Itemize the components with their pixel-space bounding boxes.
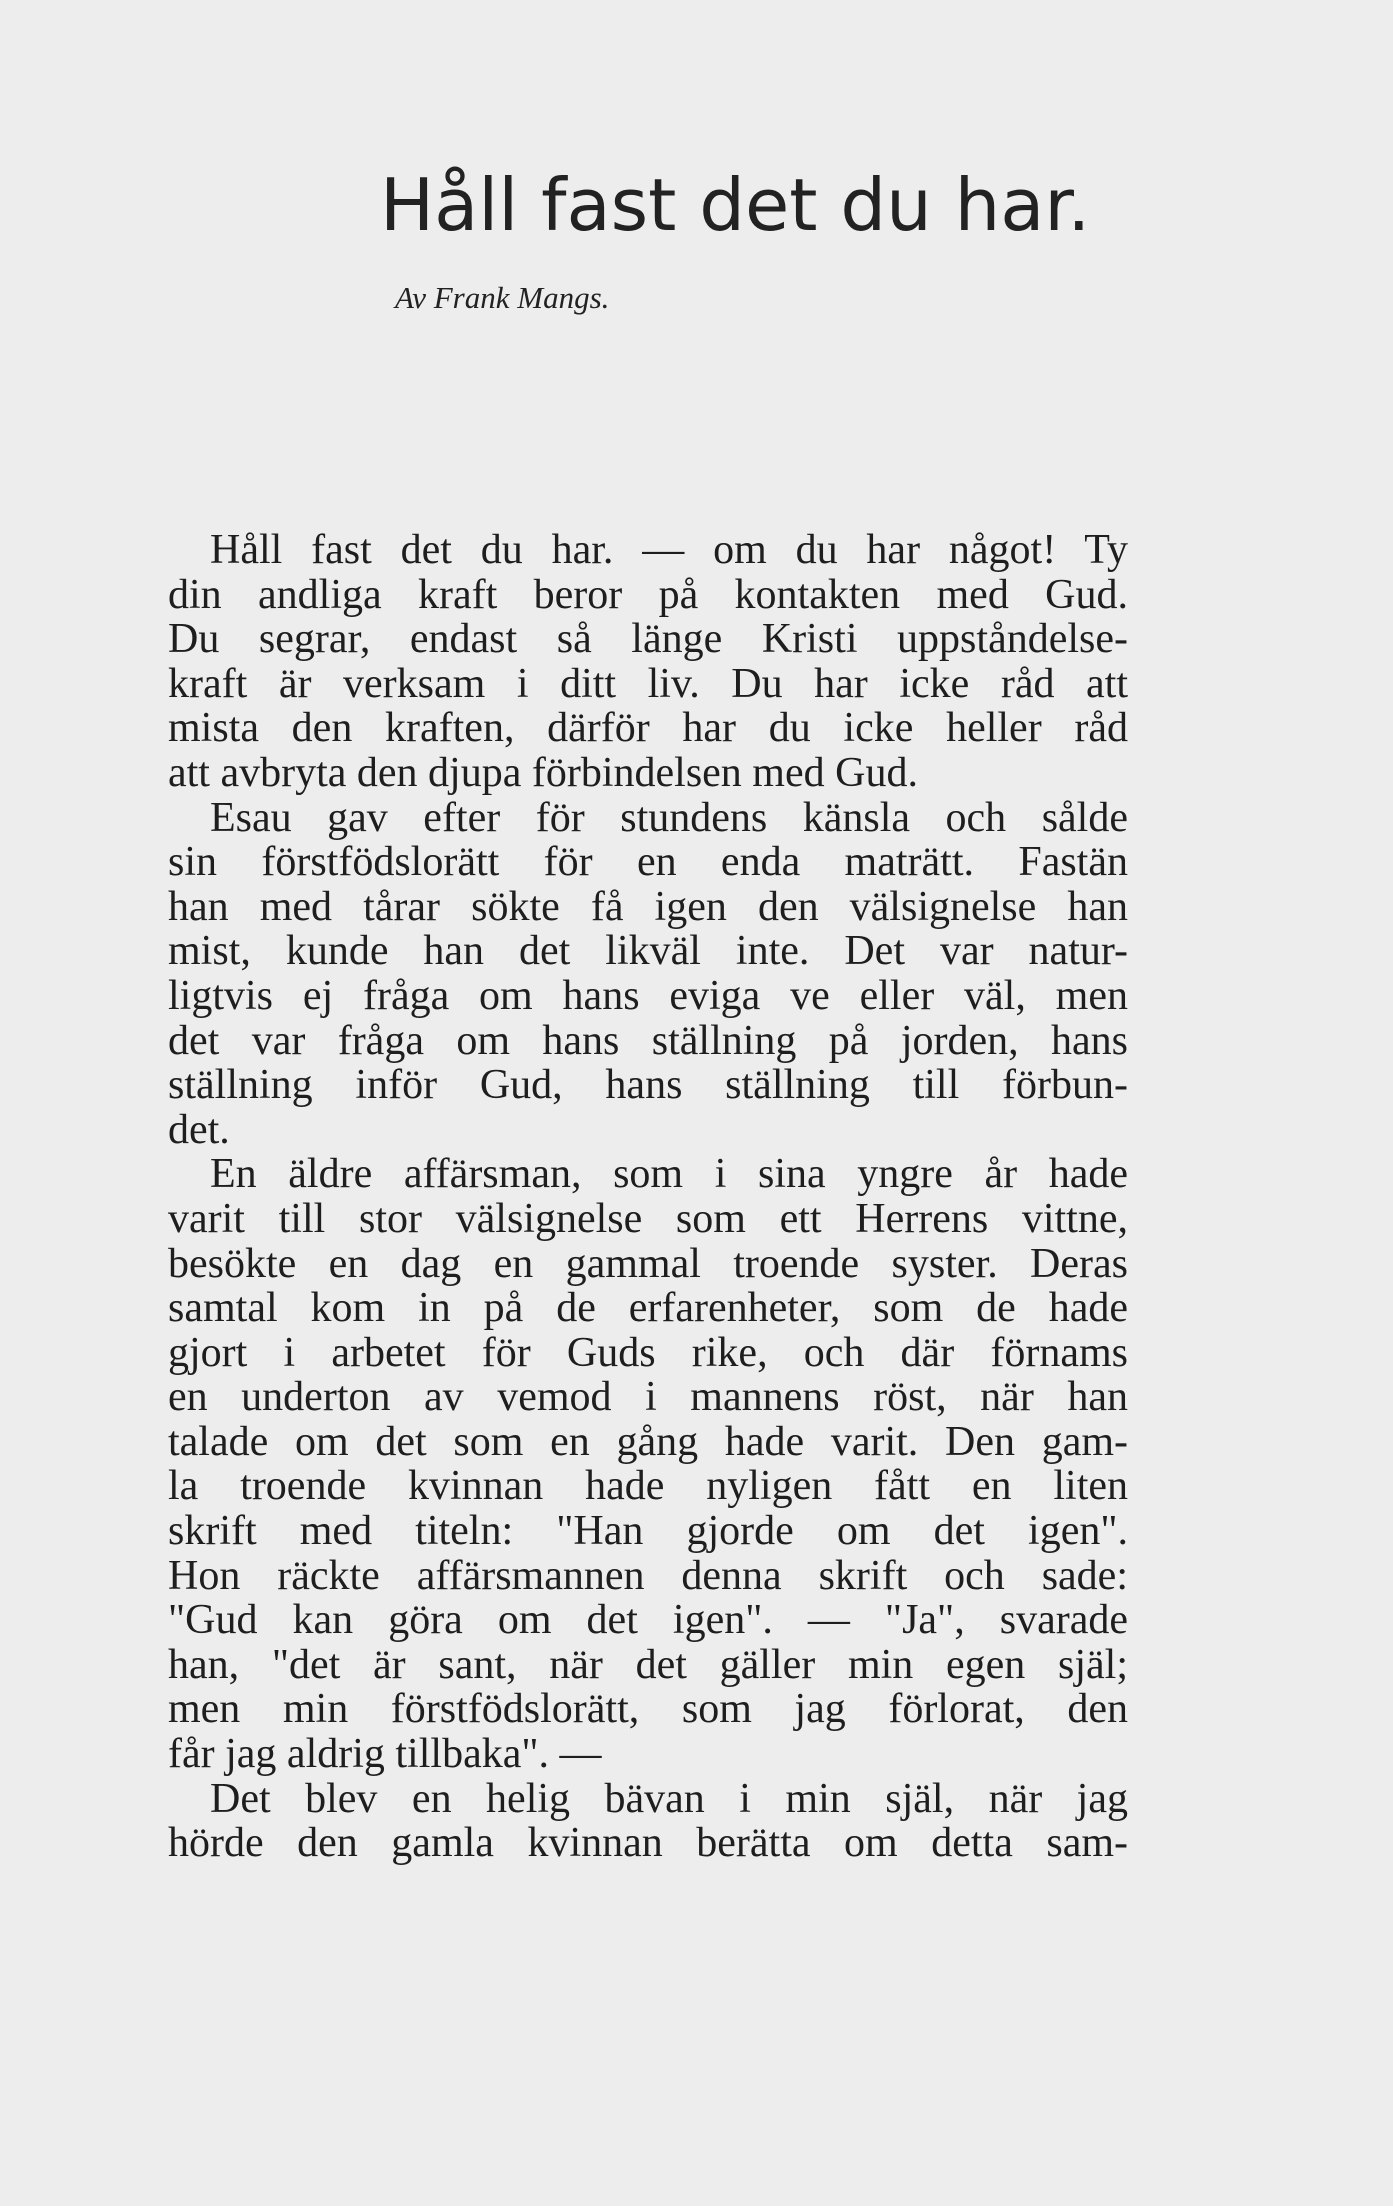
text-line: mista den kraften, därför har du icke heller råd <box>168 705 1128 752</box>
text-line: han med tårar sökte få igen den välsignelse han <box>168 883 1128 930</box>
text-line: En äldre affärsman, som i sina yngre år hade <box>210 1151 1128 1198</box>
article-paragraph <box>168 796 1128 1153</box>
text-line: din andliga kraft beror på kontakten med Gud. <box>168 571 1128 618</box>
text-line: Håll fast det du har. — om du har något! Ty <box>210 527 1128 573</box>
text-line: besökte en dag en gammal troende syster. Deras <box>168 1240 1128 1287</box>
article-paragraph <box>168 1152 1128 1776</box>
text-line: att avbryta den djupa förbindelsen med Gud. <box>168 749 918 796</box>
text-line: Du segrar, endast så länge Kristi uppståndelse- <box>168 616 1128 663</box>
article-body <box>168 528 1128 1866</box>
text-line: sin förstfödslorätt för en enda maträtt. Fastän <box>168 839 1128 886</box>
text-line: samtal kom in på de erfarenheter, som de hade <box>168 1285 1128 1332</box>
article-byline: Av Frank Mangs. <box>395 280 610 315</box>
text-line: Esau gav efter för stundens känsla och sålde <box>210 794 1128 841</box>
text-line: gjort i arbetet för Guds rike, och där förnams <box>168 1329 1128 1376</box>
text-line: skrift med titeln: "Han gjorde om det igen". <box>168 1508 1128 1555</box>
text-line: mist, kunde han det likväl inte. Det var natur- <box>168 928 1128 975</box>
article-title: Håll fast det du har. <box>380 163 1091 247</box>
text-line: "Gud kan göra om det igen". — "Ja", svarade <box>168 1597 1128 1644</box>
text-line: la troende kvinnan hade nyligen fått en liten <box>168 1463 1128 1510</box>
article-paragraph <box>168 1777 1128 1866</box>
text-line: Det blev en helig bävan i min själ, när jag <box>210 1775 1128 1822</box>
text-line: det. <box>168 1106 230 1153</box>
text-line: varit till stor välsignelse som ett Herrens vittne, <box>168 1195 1128 1242</box>
text-line: Hon räckte affärsmannen denna skrift och sade: <box>168 1552 1128 1599</box>
text-line: hörde den gamla kvinnan berätta om detta sam- <box>168 1820 1128 1867</box>
text-line: får jag aldrig tillbaka". — <box>168 1731 602 1778</box>
text-line: en underton av vemod i mannens röst, när han <box>168 1374 1128 1421</box>
text-line: ligtvis ej fråga om hans eviga ve eller väl, men <box>168 972 1128 1019</box>
text-line: men min förstfödslorätt, som jag förlorat, den <box>168 1686 1128 1733</box>
article-paragraph <box>168 528 1128 796</box>
text-line: ställning inför Gud, hans ställning till förbun- <box>168 1062 1128 1109</box>
text-line: kraft är verksam i ditt liv. Du har icke råd att <box>168 660 1128 707</box>
text-line: det var fråga om hans ställning på jorden, hans <box>168 1017 1128 1064</box>
text-line: talade om det som en gång hade varit. Den gam- <box>168 1418 1128 1465</box>
text-line: han, "det är sant, när det gäller min egen själ; <box>168 1641 1128 1688</box>
